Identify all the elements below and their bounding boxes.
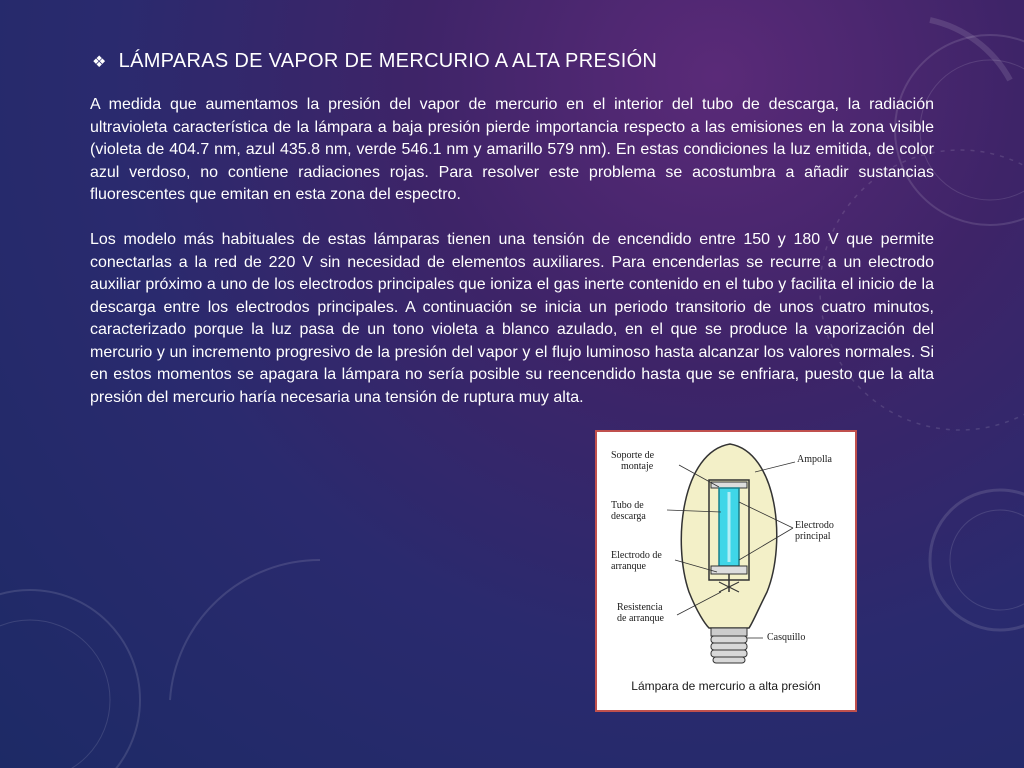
label-resistencia: Resistencia de arranque [617,602,664,624]
label-tubo: Tubo de descarga [611,500,646,522]
label-electrodo-principal: Electrodo principal [795,520,834,542]
figure-caption: Lámpara de mercurio a alta presión [631,679,821,693]
label-casquillo: Casquillo [767,632,806,643]
slide-title-text: LÁMPARAS DE VAPOR DE MERCURIO A ALTA PRESIÓN [118,50,658,72]
slide-title [92,50,952,73]
diamond-bullet-icon: ❖ [92,53,107,71]
label-soporte: Soporte de montaje [611,450,655,472]
label-electrodo-arranque: Electrodo de arranque [611,550,662,572]
label-ampolla: Ampolla [797,454,832,465]
paragraph-2: Los modelo más habituales de estas lámparas tienen una tensión de encendido entre 150 y 180 V que permite conectarlas a la red de 220 V sin necesidad de elementos auxiliares. Para encenderlas se recurre a un electrodo auxiliar próximo a uno de los electrodos principales que ioniza el gas inerte contenido en el tubo y facilita el inicio de la descarga entre los electrodos principales. A continuación se inicia un periodo transitorio de unos cuatro minutos, caracterizado porque la luz pasa de un tono violeta a blanco azulado, en el que se produce la vaporización del mercurio y un incremento progresivo de la presión del vapor y el flujo luminoso hasta alcanzar los valores normales. Si en estos momentos se apagara la lámpara no sería posible su reencendido hasta que se enfriara, puesto que la alta presión del mercurio haría necesaria una tensión de ruptura muy alta. [90,231,934,406]
lamp-neck [711,628,747,636]
lamp-diagram-figure [595,430,857,712]
lamp-base [711,636,747,663]
paragraph-1: A medida que aumentamos la presión del vapor de mercurio en el interior del tubo de descarga, la radiación ultravioleta característica de la lámpara a baja presión pierde importancia respecto a las emisiones en la zona visible (violeta de 404.7 nm, azul 435.8 nm, verde 546.1 nm y amarillo 579 nm). En estas condiciones la luz emitida, de color azul verdoso, no contiene radiaciones rojas. Para resolver este problema se acostumbra a añadir sustancias fluorescentes que emitan en esta zona del espectro. [90,96,934,203]
